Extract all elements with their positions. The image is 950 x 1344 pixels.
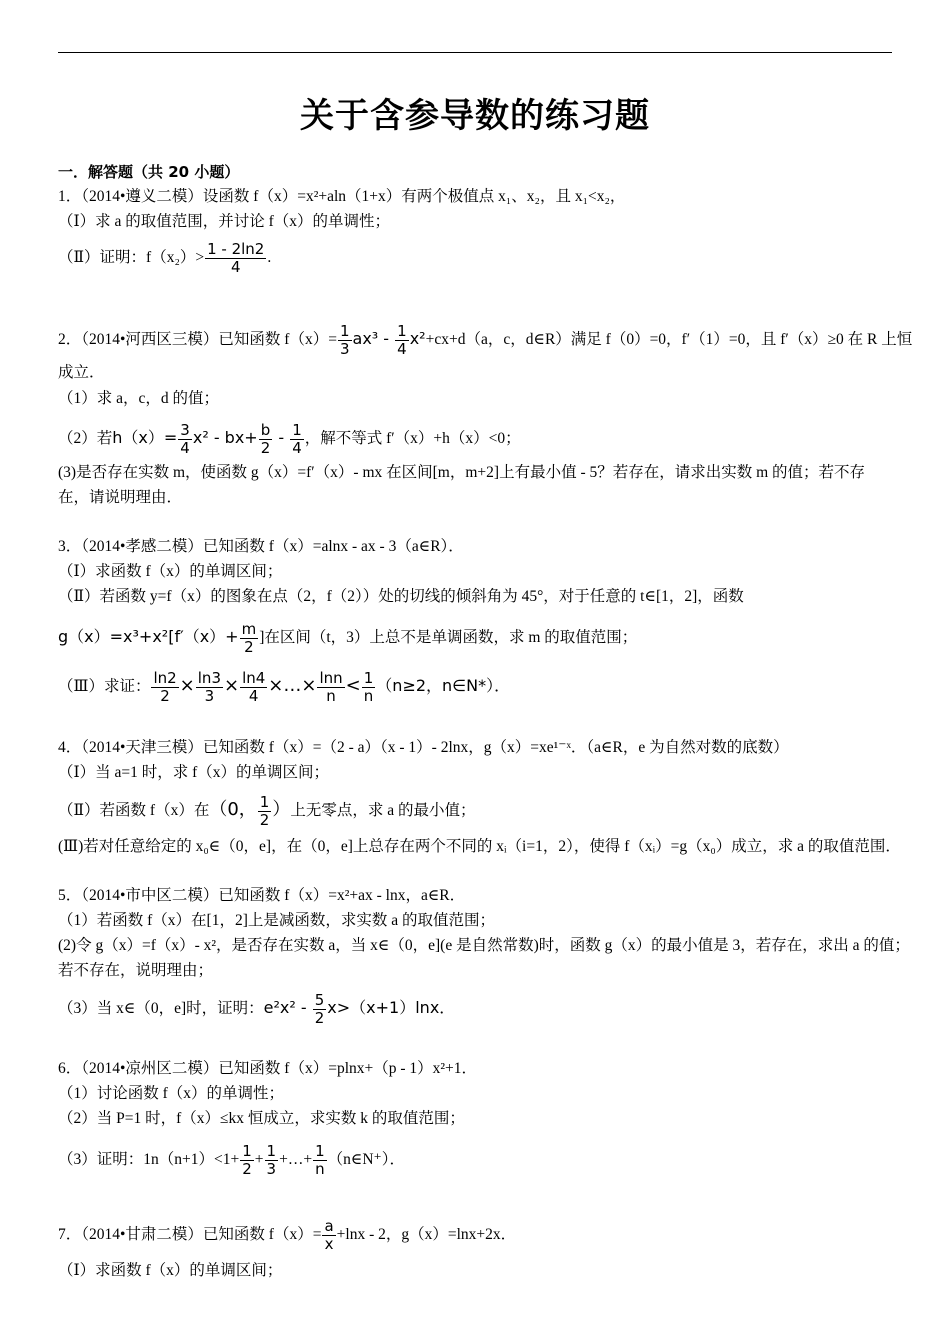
q2-part3-line2: 在，请说明理由． [58, 489, 183, 506]
q7-stem: 7．（2014•甘肃二模）已知函数 f（x）= $\frac{a}{x}$ +lnx - 2，g（x）=lnx+2x． [58, 1217, 517, 1253]
q5-part2-line2: 若不存在，说明理由； [58, 962, 214, 979]
q4-part3: (Ⅲ)若对任意给定的 x₀∈（0，e]，在（0，e]上总存在两个不同的 xᵢ（i=1，2），使得 f（xᵢ）=g（x₀）成立，求 a 的取值范围． [58, 838, 901, 855]
q5-part1: （1）若函数 f（x）在[1，2]上是减函数，求实数 a 的取值范围； [58, 912, 495, 929]
q3-stem: 3．（2014•孝感二模）已知函数 f（x）=alnx - ax - 3（a∈R）． [58, 538, 464, 555]
q6-part2: （2）当 P=1 时，f（x）≤kx 恒成立，求实数 k 的取值范围； [58, 1110, 465, 1127]
q5-part3: （3）当 x∈（0，e]时，证明：e²x² - $\frac{5}{2}$ x>（x+1）lnx． [58, 991, 456, 1027]
q1-stem: 1．（2014•遵义二模）设函数 f（x）=x²+aln（1+x）有两个极值点 x₁、x₂，且 x₁<x₂， [58, 188, 626, 205]
q6-stem: 6．（2014•凉州区二模）已知函数 f（x）=plnx+（p - 1）x²+1． [58, 1060, 478, 1077]
q2-stem: 2．（2014•河西区三模）已知函数 f（x）= $\frac{1}{3}$ ax³ - $\frac{1}{4}$ x²+cx+d（a，c，d∈R）满足 f（0）=0，f′（1）=0，且 f′（x）≥0 在 R 上恒 [58, 322, 913, 358]
q4-stem: 4．（2014•天津三模）已知函数 f（x）=（2 - a）（x - 1）- 2lnx，g（x）=xe¹⁻ˣ．（a∈R，e 为自然对数的底数） [58, 739, 789, 756]
q3-part1: （Ⅰ）求函数 f（x）的单调区间； [58, 563, 283, 580]
q2-part2: （2）若h（x）= $\frac{3}{4}$ x² - bx+ $\frac{b}{2}$ - $\frac{1}{4}$ ，解不等式 f′（x）+h（x）<0； [58, 421, 521, 457]
header-rule [58, 52, 892, 53]
q7-part1: （Ⅰ）求函数 f（x）的单调区间； [58, 1262, 283, 1279]
q6-part3: （3）证明：1n（n+1）<1+ $\frac{1}{2}$ + $\frac{1}{3}$ +…+ $\frac{1}{n}$ （n∈N⁺）． [58, 1142, 405, 1178]
q4-part1: （Ⅰ）当 a=1 时，求 f（x）的单调区间； [58, 764, 330, 781]
q5-part2-line1: (2)令 g（x）=f（x）- x²，是否存在实数 a，当 x∈（0，e](e 是自然常数)时，函数 g（x）的最小值是 3，若存在，求出 a 的值； [58, 937, 910, 954]
q1-part1: （Ⅰ）求 a 的取值范围，并讨论 f（x）的单调性； [58, 213, 391, 230]
q3-gx: g（x）=x³+x²[f′（x）+ $\frac{m}{2}$ ]在区间（t，3）上总不是单调函数，求 m 的取值范围； [58, 620, 638, 656]
q5-stem: 5．（2014•市中区二模）已知函数 f（x）=x²+ax - lnx，a∈R． [58, 887, 466, 904]
q2-part1: （1）求 a，c，d 的值； [58, 390, 220, 407]
q3-part3: （Ⅲ）求证： $\frac{\ln 2}{2}$ × $\frac{\ln 3}{3}$ × $\frac{\ln 4}{4}$ ×…× $\frac{\ln n}{n}$ < $\frac{1}{n}$ （n≥2，n∈N*）． [58, 669, 511, 705]
q1-part2: （Ⅱ）证明：f（x₂）> $\frac{1 - 2\ln 2}{4}$ . [58, 240, 272, 276]
q2-part3-line1: (3)是否存在实数 m，使函数 g（x）=f′（x）- mx 在区间[m，m+2]上有最小值 - 5？若存在，请求出实数 m 的值；若不存 [58, 464, 866, 481]
q3-part2: （Ⅱ）若函数 y=f（x）的图象在点（2，f（2））处的切线的倾斜角为 45°，对于任意的 t∈[1，2]，函数 [58, 588, 744, 605]
section-heading: 一．解答题（共 20 小题） [58, 163, 240, 181]
q6-part1: （1）讨论函数 f（x）的单调性； [58, 1085, 285, 1102]
q4-part2: （Ⅱ）若函数 f（x）在（0， $\frac{1}{2}$ ）上无零点，求 a 的最小值； [58, 793, 476, 829]
q1-fraction: $\frac{1 - 2\ln 2}{4}$ [207, 240, 265, 276]
page-title: 关于含参导数的练习题 [300, 96, 650, 136]
q2-stem-cont: 成立． [58, 364, 105, 381]
